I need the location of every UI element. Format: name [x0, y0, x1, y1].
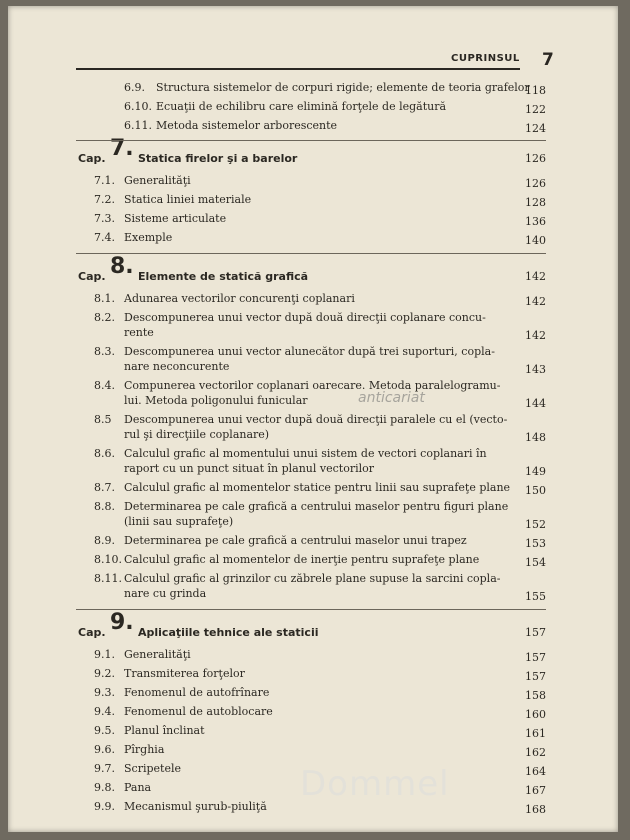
chapter-heading [8, 610, 568, 645]
entry-number: 9.6. [94, 743, 115, 756]
entry-number: 8.10. [94, 553, 122, 566]
entry-number: 8.3. [94, 345, 115, 358]
entry-title-line: Sisteme articulate [124, 212, 227, 225]
chapter-title: Statica firelor şi a barelor [138, 152, 298, 165]
chapter-cap-label: Cap. [78, 270, 106, 283]
watermark-logo: Dommel [300, 764, 450, 804]
entry-page: 149 [525, 465, 546, 478]
entry-page: 144 [525, 397, 546, 410]
chapter-cap-label: Cap. [78, 152, 106, 165]
chapter-title: Elemente de statică grafică [138, 270, 309, 283]
entry-title-line: lui. Metoda poligonului funicular [124, 394, 308, 407]
entry-number: 6.10. [124, 100, 152, 113]
entry-number: 9.4. [94, 705, 115, 718]
entry-title-line: Metoda sistemelor arborescente [156, 119, 338, 132]
entry-title-line: Descompunerea unui vector alunecător după trei suporturi, copla- [124, 345, 495, 358]
entry-number: 9.7. [94, 762, 115, 775]
entry-number: 8.1. [94, 292, 115, 305]
entry-page: 157 [525, 670, 546, 683]
entry-number: 8.9. [94, 534, 115, 547]
chapter-cap-label: Cap. [78, 626, 106, 639]
entry-number: 9.5. [94, 724, 115, 737]
entry-page: 162 [525, 746, 546, 759]
chapter-number: 9. [110, 610, 134, 635]
entry-page: 140 [525, 234, 546, 247]
entry-title-line: Structura sistemelor de corpuri rigide; elemente de teoria grafelor [156, 81, 530, 94]
entry-page: 157 [525, 651, 546, 664]
entry-title-line: Exemple [124, 231, 173, 244]
section-divider [76, 609, 546, 610]
entry-page: 153 [525, 537, 546, 550]
entry-page: 164 [525, 765, 546, 778]
entry-number: 8.2. [94, 311, 115, 324]
entry-number: 8.6. [94, 447, 115, 460]
entry-page: 150 [525, 484, 546, 497]
entry-title-line: Pîrghia [124, 743, 165, 756]
entry-title-line: Adunarea vectorilor concurenţi coplanari [124, 292, 355, 305]
entry-page: 161 [525, 727, 546, 740]
entry-page: 142 [525, 295, 546, 308]
entry-page: 124 [525, 122, 546, 135]
entry-page: 158 [525, 689, 546, 702]
chapter-heading [8, 254, 568, 289]
entry-title-line: Generalităţi [124, 648, 191, 661]
running-title: CUPRINSUL [451, 53, 520, 64]
stamp-watermark: anticariat [358, 390, 425, 406]
chapter-number: 7. [110, 136, 134, 161]
entry-number: 6.11. [124, 119, 152, 132]
entry-number: 9.3. [94, 686, 115, 699]
entry-title-line: nare cu grinda [124, 587, 207, 600]
entry-page: 167 [525, 784, 546, 797]
entry-number: 8.5 [94, 413, 112, 426]
entry-title-line: Scripetele [124, 762, 181, 775]
entry-title-line: Ecuaţii de echilibru care elimină forţele de legătură [156, 100, 447, 113]
entry-title-line: raport cu un punct situat în planul vectorilor [124, 462, 374, 475]
entry-title-line: Planul înclinat [124, 724, 205, 737]
entry-number: 9.2. [94, 667, 115, 680]
entry-number: 9.8. [94, 781, 115, 794]
entry-title-line: (linii sau suprafeţe) [124, 515, 234, 528]
entry-title-line: Mecanismul şurub-piuliţă [124, 800, 267, 813]
entry-number: 7.3. [94, 212, 115, 225]
entry-title-line: Calculul grafic al momentelor statice pentru linii sau suprafeţe plane [124, 481, 511, 494]
entry-page: 126 [525, 177, 546, 190]
entry-number: 8.8. [94, 500, 115, 513]
chapter-title: Aplicaţiile tehnice ale staticii [138, 626, 319, 639]
entry-page: 136 [525, 215, 546, 228]
entry-title-line: Calculul grafic al momentelor de inerţie pentru suprafeţe plane [124, 553, 480, 566]
entry-title-line: Calculul grafic al grinzilor cu zăbrele plane supuse la sarcini copla- [124, 572, 501, 585]
entry-title-line: rul şi direcţiile coplanare) [124, 428, 270, 441]
entry-number: 7.4. [94, 231, 115, 244]
entry-number: 7.2. [94, 193, 115, 206]
entry-title-line: Descompunerea unui vector după două direcţii coplanare concu- [124, 311, 486, 324]
entry-title-line: Calculul grafic al momentului unui sistem de vectori coplanari în [124, 447, 487, 460]
entry-page: 118 [525, 84, 546, 97]
entry-page: 122 [525, 103, 546, 116]
entry-page: 128 [525, 196, 546, 209]
entry-number: 7.1. [94, 174, 115, 187]
entry-page: 155 [525, 590, 546, 603]
entry-title-line: Determinarea pe cale grafică a centrului maselor unui trapez [124, 534, 467, 547]
entry-title-line: Statica liniei materiale [124, 193, 252, 206]
section-divider [76, 140, 546, 141]
section-divider [76, 253, 546, 254]
entry-number: 8.7. [94, 481, 115, 494]
entry-page: 152 [525, 518, 546, 531]
entry-title-line: Transmiterea forţelor [124, 667, 245, 680]
entry-title-line: nare neconcurente [124, 360, 230, 373]
entry-title-line: Generalităţi [124, 174, 191, 187]
book-page [8, 6, 618, 832]
entry-page: 160 [525, 708, 546, 721]
entry-title-line: Pana [124, 781, 152, 794]
entry-number: 8.11. [94, 572, 122, 585]
entry-page: 142 [525, 329, 546, 342]
entry-page: 148 [525, 431, 546, 444]
page-number: 7 [542, 50, 554, 70]
entry-title-line: rente [124, 326, 154, 339]
entry-page: 154 [525, 556, 546, 569]
entry-title-line: Fenomenul de autofrînare [124, 686, 270, 699]
entry-title-line: Descompunerea unui vector după două direcţii paralele cu el (vecto- [124, 413, 508, 426]
entry-number: 6.9. [124, 81, 145, 94]
entry-page: 168 [525, 803, 546, 816]
chapter-page: 142 [525, 270, 546, 283]
entry-number: 9.1. [94, 648, 115, 661]
entry-page: 143 [525, 363, 546, 376]
chapter-page: 126 [525, 152, 546, 165]
entry-title-line: Determinarea pe cale grafică a centrului maselor pentru figuri plane [124, 500, 509, 513]
chapter-number: 8. [110, 254, 134, 279]
entry-title-line: Fenomenul de autoblocare [124, 705, 273, 718]
chapter-page: 157 [525, 626, 546, 639]
entry-number: 9.9. [94, 800, 115, 813]
header-rule [76, 68, 520, 70]
chapter-heading [8, 136, 568, 171]
entry-title-line: Compunerea vectorilor coplanari oarecare. Metoda paralelogramu- [124, 379, 501, 392]
entry-number: 8.4. [94, 379, 115, 392]
